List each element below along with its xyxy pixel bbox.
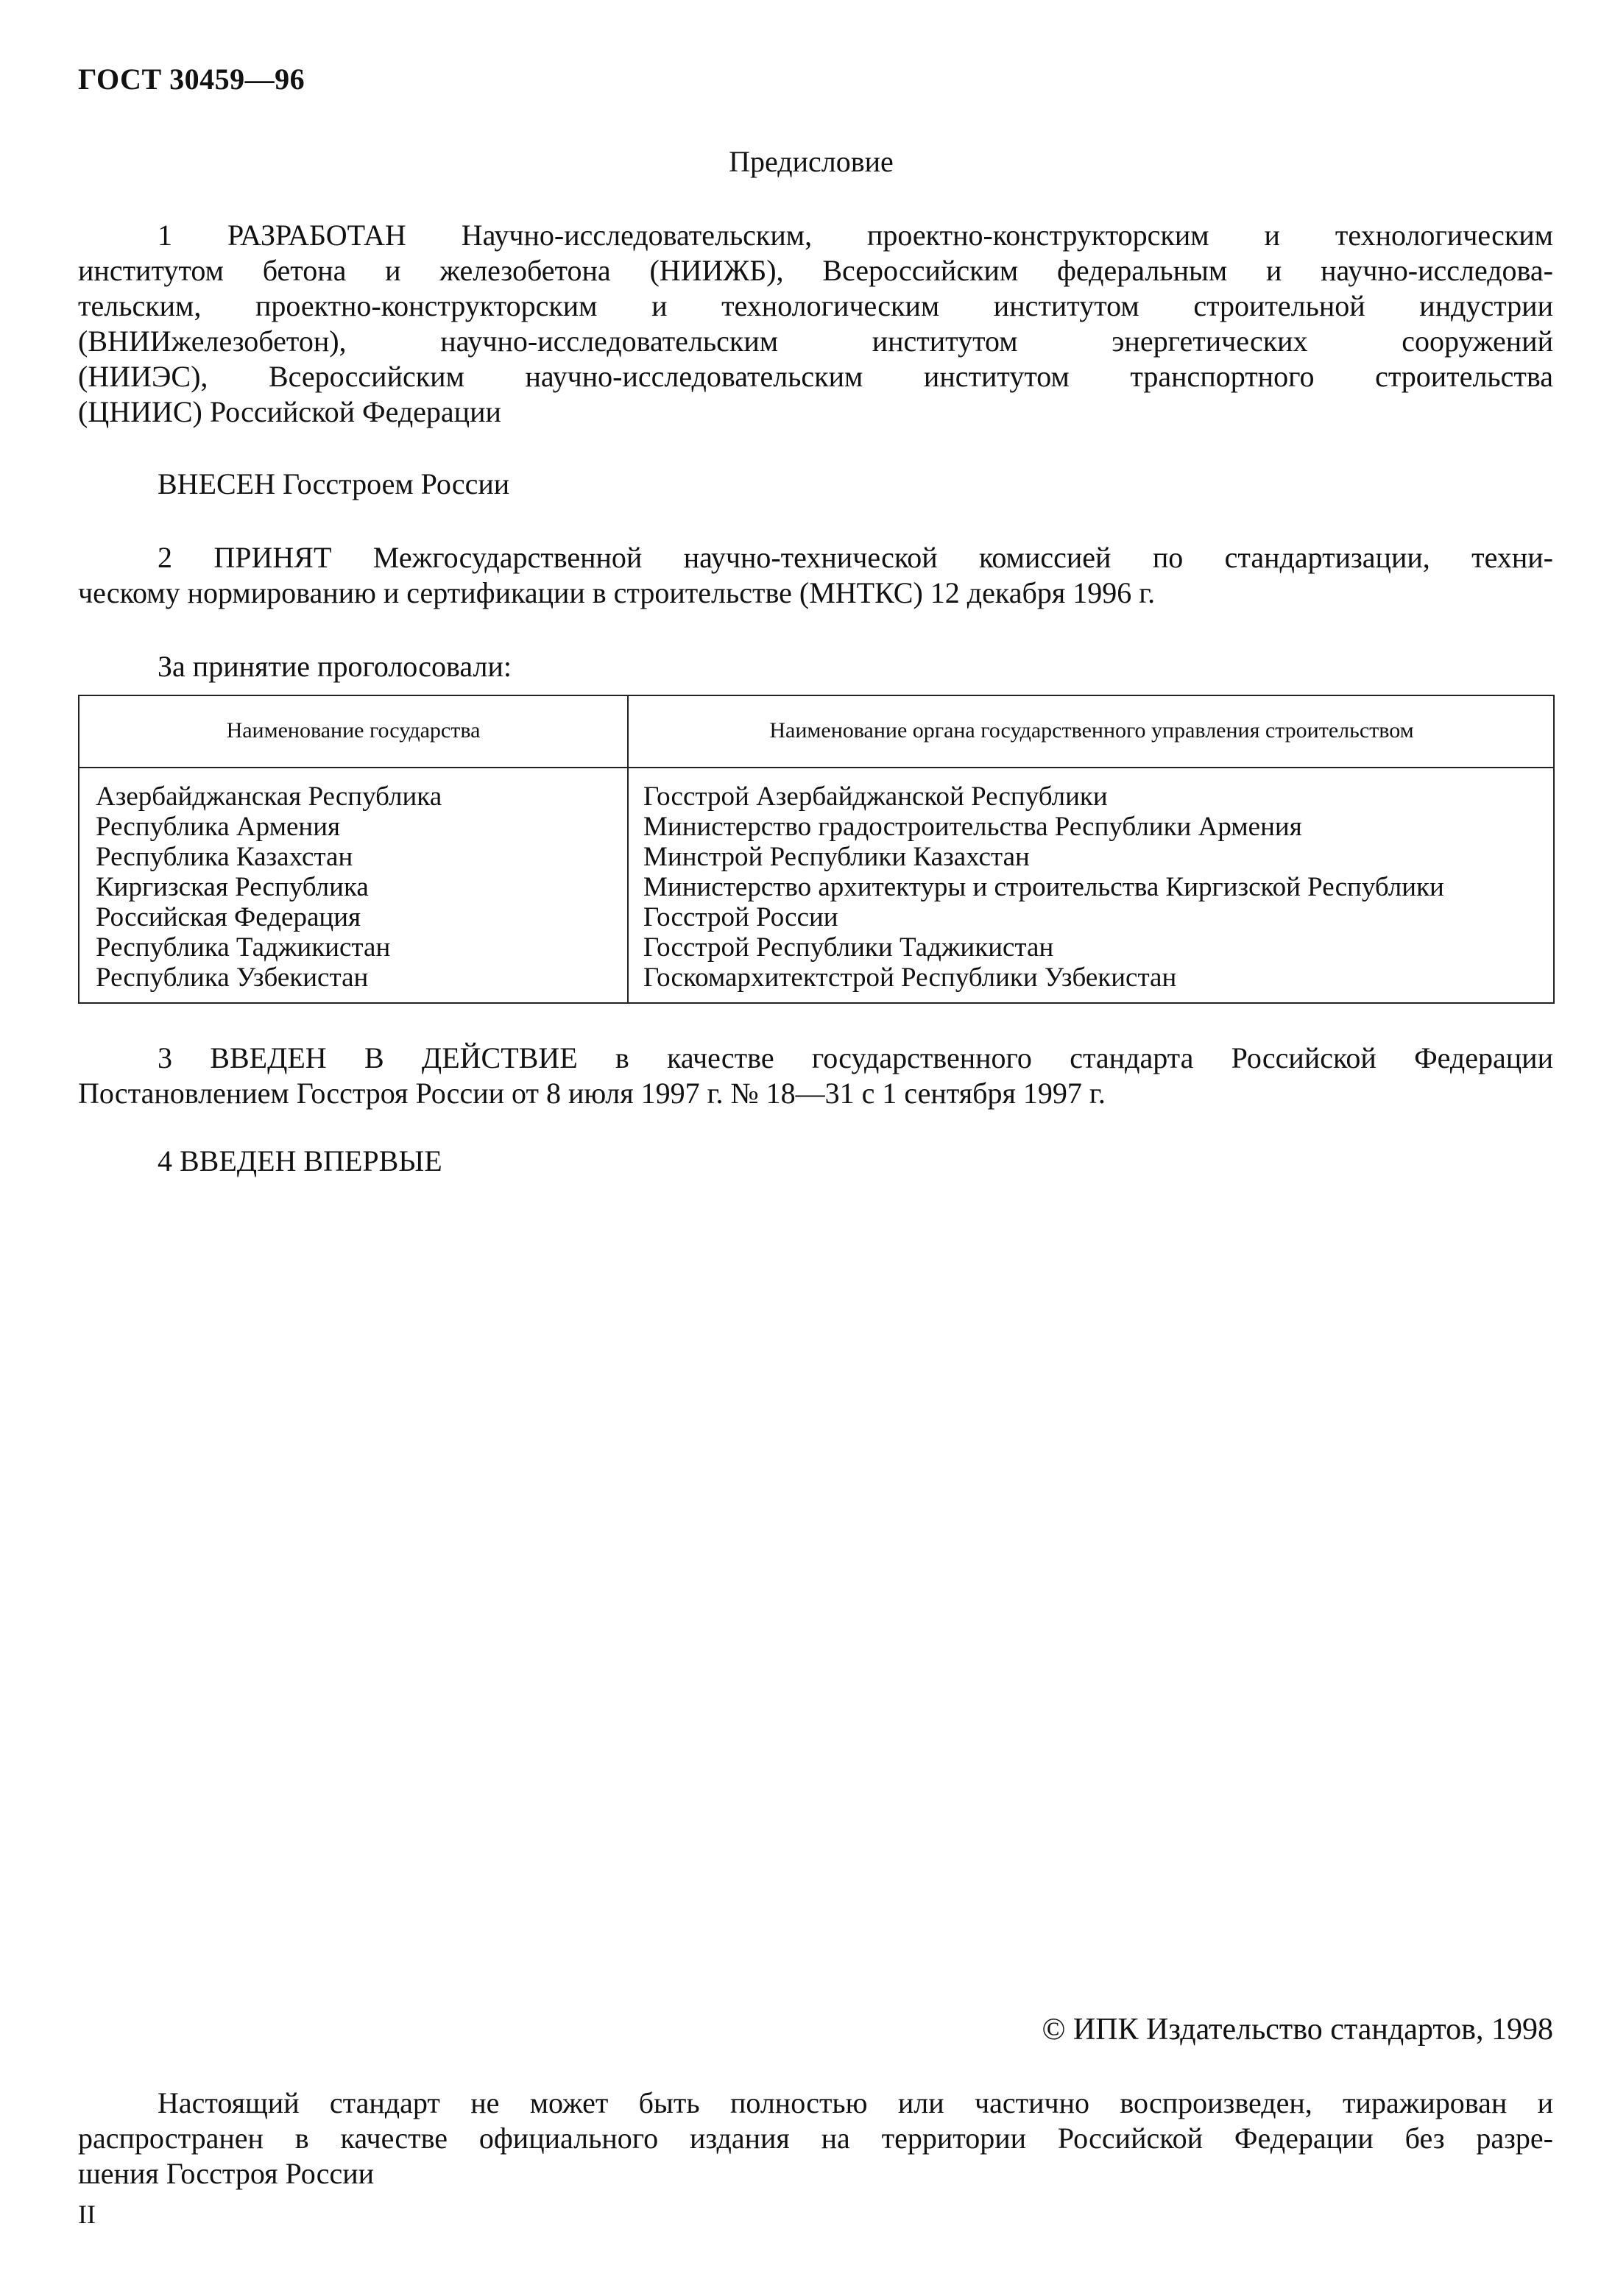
item-1-developed [78,218,1553,430]
notice-line: Настоящий стандарт не может быть полностью или частично воспроизведен, тиражирован и [158,2086,1553,2119]
notice-line: шения Госстроя России [78,2157,375,2190]
table-row [79,902,1553,932]
introduced-by [78,467,1553,502]
authority-cell: Министерство архитектуры и строительства Киргизской Республики [643,872,1444,902]
item-3-line: Постановлением Госстроя России от 8 июля 1997 г. № 18—31 с 1 сентября 1997 г. [78,1077,1106,1110]
item-2-line: 2 ПРИНЯТ Межгосударственной научно-технической комиссией по стандартизации, техни- [158,541,1553,574]
copyright: © ИПК Издательство стандартов, 1998 [1042,2013,1553,2047]
item-1-line: (ВНИИжелезобетон), научно-исследовательским институтом энергетических сооружений [78,325,1553,358]
item-1-line: институтом бетона и железобетона (НИИЖБ), Всероссийским федеральным и научно-исследова- [78,254,1553,287]
state-cell: Российская Федерация [96,902,361,932]
item-4-line: 4 ВВЕДЕН ВПЕРВЫЕ [158,1144,442,1177]
state-cell: Республика Казахстан [96,842,353,872]
item-1-line: 1 РАЗРАБОТАН Научно-исследовательским, проектно-конструкторским и технологическим [158,219,1553,252]
item-1-line: (НИИЭС), Всероссийским научно-исследовательским институтом транспортного строительства [78,360,1553,393]
item-4-first-introduced [78,1144,1553,1179]
authority-cell: Госкомархитектстрой Республики Узбекистан [643,963,1177,993]
state-cell: Республика Таджикистан [96,932,391,963]
authority-cell: Госстрой Республики Таджикистан [643,932,1054,963]
vote-table [78,695,1555,1004]
table-header-state: Наименование государства [226,718,481,743]
table-row [79,812,1553,842]
reproduction-notice [78,2086,1553,2192]
table-header-divider [79,767,1553,768]
state-cell: Республика Узбекистан [96,963,369,993]
preface-title: Предисловие [729,145,894,178]
table-header-authority: Наименование органа государственного управления строительством [769,718,1414,743]
state-cell: Республика Армения [96,812,341,842]
votes-label: За принятие проголосовали: [158,650,512,683]
standard-code: ГОСТ 30459—96 [78,63,305,96]
notice-line: распространен в качестве официального издания на территории Российской Федерации без разре- [78,2122,1553,2155]
page-number: II [78,2200,96,2229]
state-cell: Азербайджанская Республика [96,782,442,812]
item-3-line: 3 ВВЕДЕН В ДЕЙСТВИЕ в качестве государственного стандарта Российской Федерации [158,1041,1553,1074]
item-2-adopted [78,540,1553,611]
item-1-line: тельским, проектно-конструкторским и технологическим институтом строительной индустрии [78,289,1553,322]
authority-cell: Госстрой России [643,902,838,932]
authority-cell: Министерство градостроительства Республики Армения [643,812,1302,842]
introduced-line: ВНЕСЕН Госстроем России [158,467,510,500]
table-row [79,782,1553,812]
item-3-enacted [78,1041,1553,1111]
authority-cell: Госстрой Азербайджанской Республики [643,782,1108,812]
table-row [79,842,1553,872]
table-row [79,932,1553,963]
table-row [79,963,1553,993]
item-2-line: ческому нормированию и сертификации в строительстве (МНТКС) 12 декабря 1996 г. [78,576,1156,609]
authority-cell: Минстрой Республики Казахстан [643,842,1030,872]
state-cell: Киргизская Республика [96,872,369,902]
item-1-line: (ЦНИИС) Российской Федерации [78,395,501,428]
table-body [79,782,1553,993]
table-row [79,872,1553,902]
